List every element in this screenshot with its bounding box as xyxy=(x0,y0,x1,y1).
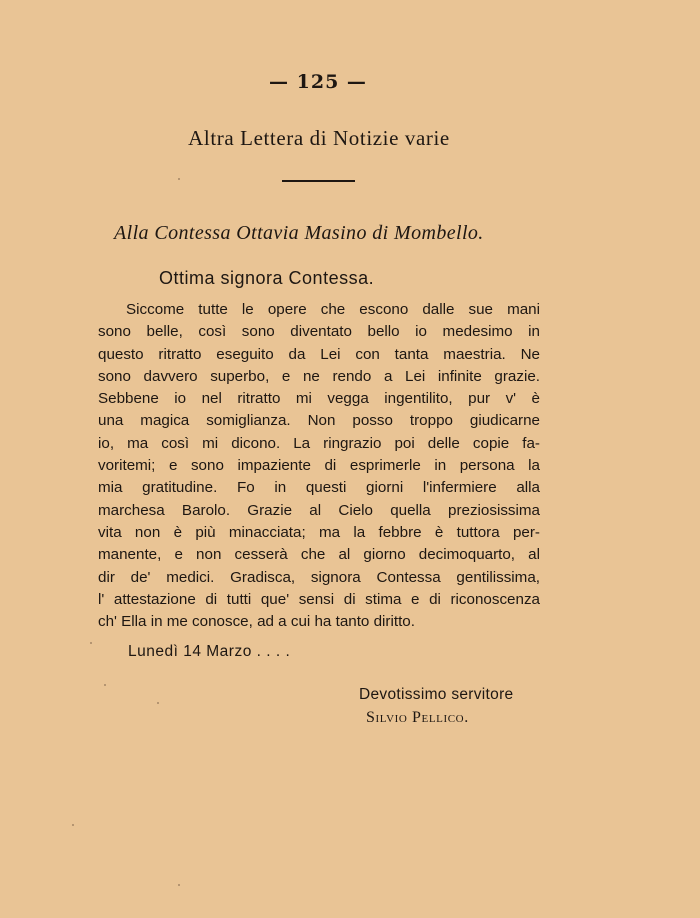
letter-signature: Silvio Pellico. xyxy=(366,709,469,726)
paper-speck xyxy=(178,178,180,180)
paper-speck xyxy=(104,684,106,686)
body-line: Siccome tutte le opere che escono dalle sue mani xyxy=(126,301,540,318)
body-line: io, ma così mi dicono. La ringrazio poi delle copie fa- xyxy=(98,434,540,452)
body-line: mia gratitudine. Fo in questi giorni l'infermiere alla xyxy=(98,479,540,497)
body-line: sono belle, così sono diventato bello io medesimo in xyxy=(98,323,540,341)
letter-body xyxy=(98,299,540,633)
paper-speck xyxy=(178,884,180,886)
title-divider xyxy=(282,180,355,182)
letter-salutation: Ottima signora Contessa. xyxy=(159,268,375,288)
body-line: sono davvero superbo, e ne rendo a Lei infinite grazie. xyxy=(98,367,540,385)
letter-title: Altra Lettera di Notizie varie xyxy=(188,126,450,150)
body-line: questo ritratto eseguito da Lei con tanta maestria. Ne xyxy=(98,345,540,363)
body-line: marchesa Barolo. Grazie al Cielo quella preziosissima xyxy=(98,501,540,519)
letter-date: Lunedì 14 Marzo . . . . xyxy=(128,643,291,660)
body-line: l' attestazione di tutti que' sensi di stima e di riconoscenza xyxy=(98,590,540,608)
paper-speck xyxy=(90,642,92,644)
body-line: voritemi; e sono impaziente di esprimerle in persona la xyxy=(98,457,540,475)
body-line: dir de' medici. Gradisca, signora Contessa gentilissima, xyxy=(98,568,540,586)
letter-addressee: Alla Contessa Ottavia Masino di Mombello. xyxy=(114,222,484,244)
letter-closing: Devotissimo servitore xyxy=(359,686,514,703)
body-line: manente, e non cesserà che al giorno decimoquarto, al xyxy=(98,546,540,564)
body-line: una magica somiglianza. Non posso troppo giudicarne xyxy=(98,412,540,430)
body-line: vita non è più minacciata; ma la febbre è tuttora per- xyxy=(98,523,540,541)
page-number: — 125 — xyxy=(269,71,367,93)
body-line: ch' Ella in me conosce, ad a cui ha tanto diritto. xyxy=(98,613,415,631)
paper-speck xyxy=(157,702,159,704)
paper-speck xyxy=(72,824,74,826)
body-line: Sebbene io nel ritratto mi vegga ingentilito, pur v' è xyxy=(98,390,540,408)
